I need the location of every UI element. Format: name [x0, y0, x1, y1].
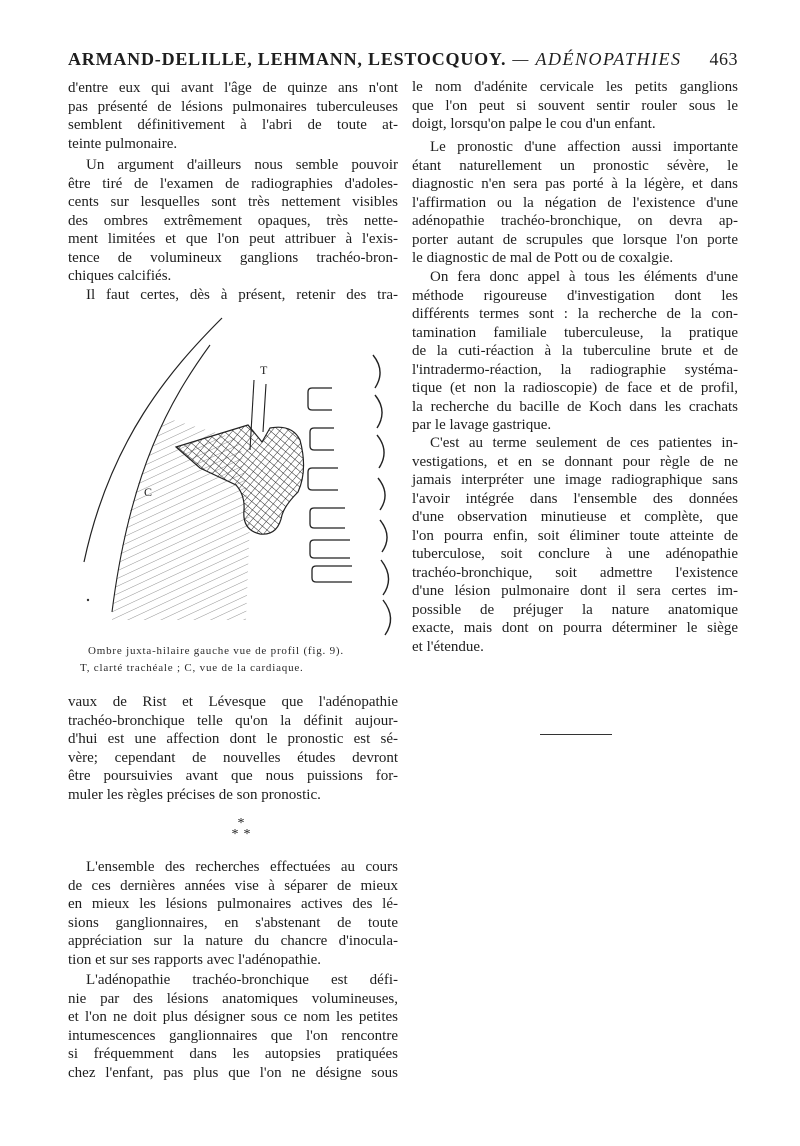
- running-header: [68, 46, 738, 72]
- text-line: tence de volumineux ganglions trachéo-bron-: [68, 249, 398, 266]
- end-rule: [540, 734, 612, 735]
- paragraph: [412, 434, 738, 656]
- text-line: être tiré de l'examen de radiographies d'adoles-: [68, 175, 398, 192]
- text-line: teinte pulmonaire.: [68, 135, 178, 152]
- text-line: le nom d'adénite cervicale les petits ganglions: [412, 79, 738, 95]
- spinous-process: [378, 478, 385, 510]
- text-line: sions ganglionnaires, en s'abstenant de toute: [68, 914, 398, 931]
- text-line: d'hui est une affection dont le pronostic est sé-: [68, 731, 398, 747]
- text-line: trachéo-bronchique, soit admettre l'existence: [412, 564, 738, 581]
- page-number: 463: [709, 49, 738, 69]
- figure-radiograph-sketch: [68, 300, 398, 640]
- text-line: d'entre eux qui avant l'âge de quinze ans n'ont: [68, 80, 398, 96]
- text-line: cents sur lesquelles sont très nettement visibles: [68, 194, 398, 210]
- text-line: Il faut certes, dès à présent, retenir des tra-: [86, 287, 398, 303]
- text-line: l'on pourra enfin, soit éliminer toute atteinte de: [412, 527, 738, 544]
- text-line: vère; cependant de nouvelles études devront: [68, 749, 398, 766]
- text-line: et l'étendue.: [412, 638, 484, 655]
- trachea-line: [263, 384, 266, 432]
- text-line: de ces dernières années vise à séparer de mieux: [68, 877, 398, 894]
- text-line: en mieux les lésions pulmonaires actives des lé-: [68, 896, 398, 912]
- vertebra: [308, 388, 332, 410]
- vertebra: [310, 540, 350, 558]
- text-line: L'ensemble des recherches effectuées au cours: [86, 859, 398, 875]
- text-line: par le lavage gastrique.: [412, 417, 552, 433]
- text-line: vaux de Rist et Lévesque que l'adénopathie: [68, 694, 398, 710]
- text-line: d'une lésion pulmonaire dont il sera certes im-: [412, 583, 738, 599]
- figure-drawing: [68, 300, 398, 640]
- text-line: tamination familiale tuberculeuse, la pratique: [412, 324, 738, 341]
- text-line: adénopathie trachéo-bronchique, on devra ap-: [412, 213, 738, 229]
- text-line: exacte, mais dont on pourra déterminer le siège: [412, 620, 738, 636]
- text-line: l'avoir intégrée dans l'ensemble des données: [412, 490, 738, 507]
- text-line: que l'on peut si souvent sentir rouler sous le: [412, 97, 738, 114]
- label-t: T: [260, 363, 268, 377]
- text-line: vestigations, et en se donnant pour règle de ne: [412, 453, 738, 470]
- asterism-bottom: **: [231, 827, 256, 842]
- text-line: trachéo-bronchique telle qu'on la définit aujour-: [68, 712, 398, 729]
- text-line: nie par des lésions anatomiques volumineuses,: [68, 990, 398, 1007]
- text-line: ment limitées et que l'on peut attribuer à l'exis-: [68, 231, 398, 247]
- vertebra: [312, 566, 352, 582]
- text-line: tuberculose, soit conclure à une adénopathie: [412, 546, 738, 562]
- spinous-process: [380, 520, 387, 552]
- paragraph-continuation: [412, 78, 738, 134]
- label-c: C: [144, 485, 153, 499]
- text-line: pas présenté de lésions pulmonaires tuberculeuses: [68, 98, 398, 115]
- text-line: tion et sur ses rapports avec l'adénopathie.: [68, 951, 322, 968]
- paragraph: [68, 858, 398, 969]
- text-line: Le pronostic d'une affection aussi importante: [430, 139, 738, 155]
- text-line: doigt, lorsqu'on palpe le cou d'un enfant.: [412, 116, 656, 132]
- paragraph: [412, 138, 738, 268]
- paragraph-continuation: [68, 693, 398, 804]
- text-line: la recherche du bacille de Koch dans les crachats: [412, 398, 738, 415]
- text-line: étant naturellement un pronostic sévère, le: [412, 157, 738, 174]
- text-line: différents termes sont : la recherche de la con-: [412, 306, 738, 322]
- text-line: l'intradermo-réaction, la radiographie systéma-: [412, 361, 738, 378]
- text-line: l'affirmation ou la négation de l'existence d'une: [412, 194, 738, 211]
- text-line: C'est au terme seulement de ces patientes in-: [430, 435, 738, 451]
- header-title: — ADÉNOPATHIES: [512, 49, 682, 69]
- spinous-process: [381, 560, 389, 595]
- text-line: intumescences ganglionnaires que l'on rencontre: [68, 1027, 398, 1044]
- text-line: possible de préjuger la nature anatomique: [412, 601, 738, 618]
- text-line: jamais interpréter une image radiographique sans: [412, 472, 738, 488]
- text-line: méthode rigoureuse d'investigation dont les: [412, 287, 738, 304]
- text-line: muler les règles précises de son pronostic.: [68, 786, 321, 803]
- text-line: chez l'enfant, pas plus que l'on ne désigne sous: [68, 1064, 398, 1081]
- text-line: de la cuti-réaction à la tuberculine brute et de: [412, 343, 738, 359]
- text-line: tique (et non la radioscopie) de face et de profil,: [412, 380, 738, 396]
- figure-caption: Ombre juxta-hilaire gauche vue de profil (fig. 9).: [88, 645, 344, 657]
- text-line: On fera donc appel à tous les éléments d'une: [430, 269, 738, 285]
- text-line: le diagnostic de mal de Pott ou de coxalgie.: [412, 250, 674, 266]
- scan-dot: [87, 599, 89, 601]
- text-line: si fréquemment dans les autopsies pratiquées: [68, 1046, 398, 1062]
- vertebra: [310, 428, 334, 450]
- text-line: des ombres extrêmement opaques, très nette-: [68, 212, 398, 229]
- spinous-process: [375, 395, 382, 428]
- text-line: L'adénopathie trachéo-bronchique est défi-: [86, 972, 398, 988]
- asterism-top: *: [237, 816, 245, 831]
- text-line: être poursuivies avant que nous puissions for-: [68, 768, 398, 784]
- paragraph: [68, 156, 398, 286]
- figure-caption: T, clarté trachéale ; C, vue de la cardiaque.: [80, 662, 304, 674]
- paragraph: [412, 268, 738, 435]
- spinous-process: [373, 355, 380, 388]
- vertebra: [308, 468, 338, 490]
- header-authors: [68, 46, 682, 72]
- text-line: semblent définitivement à l'abri de toute at-: [68, 117, 398, 133]
- text-line: Un argument d'ailleurs nous semble pouvoir: [86, 157, 398, 173]
- paragraph: [68, 79, 398, 153]
- text-line: et l'on ne doit plus désigner sous ce nom les petites: [68, 1009, 398, 1025]
- header-authors-text: ARMAND-DELILLE, LEHMANN, LESTOCQUOY.: [68, 49, 507, 69]
- vertebra: [310, 508, 345, 528]
- spinous-process: [377, 435, 384, 468]
- text-line: d'une observation minutieuse et complète, que: [412, 509, 738, 525]
- paragraph: [68, 971, 398, 1082]
- spinous-process: [383, 600, 391, 635]
- text-line: diagnostic n'en sera pas porté à la légère, et dans: [412, 176, 738, 192]
- text-line: chiques calcifiés.: [68, 268, 172, 284]
- section-break-asterism: [218, 818, 264, 840]
- text-line: porter autant de scrupules que lorsque l'on porte: [412, 231, 738, 248]
- text-line: appréciation sur la nature du chancre d'inocula-: [68, 933, 398, 949]
